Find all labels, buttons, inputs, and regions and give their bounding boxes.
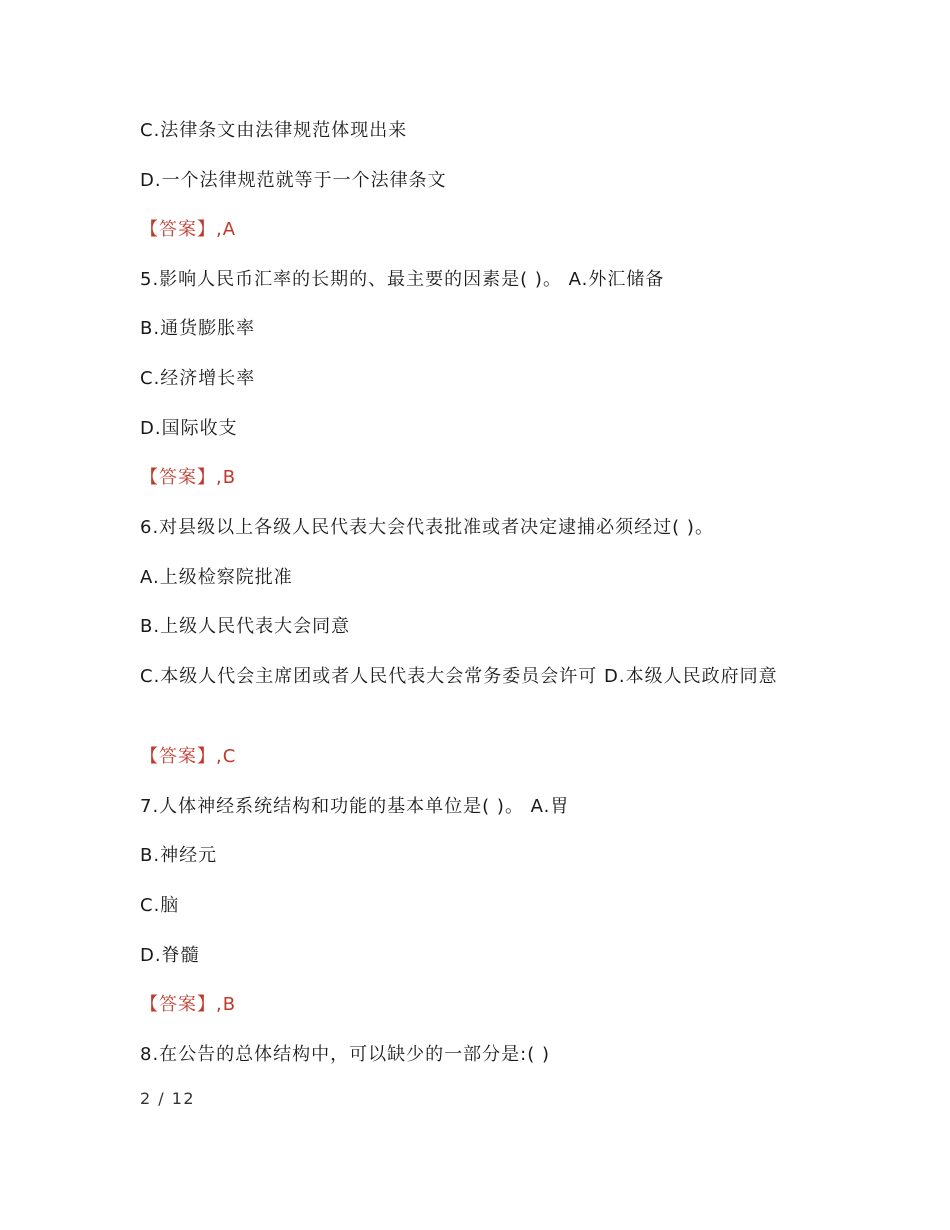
option-d-q7: D.脊髓	[140, 945, 200, 966]
option-a-q6: A.上级检察院批准	[140, 567, 293, 588]
option-b-q6: B.上级人民代表大会同意	[140, 616, 351, 637]
option-c-q4: C.法律条文由法律规范体现出来	[140, 120, 408, 141]
answer-q6: 【答案】,C	[140, 746, 237, 767]
answer-q7: 【答案】,B	[140, 994, 237, 1015]
option-c-d-q6: C.本级人代会主席团或者人民代表大会常务委员会许可 D.本级人民政府同意	[140, 666, 778, 687]
option-b-q7: B.神经元	[140, 845, 218, 866]
page-indicator: 2 / 12	[140, 1089, 196, 1108]
option-c-q5: C.经济增长率	[140, 368, 256, 389]
answer-q5: 【答案】,B	[140, 467, 237, 488]
option-d-q4: D.一个法律规范就等于一个法律条文	[140, 170, 447, 191]
question-7: 7.人体神经系统结构和功能的基本单位是( )。 A.胃	[140, 796, 570, 817]
answer-q4: 【答案】,A	[140, 219, 237, 240]
question-5: 5.影响人民币汇率的长期的、最主要的因素是( )。 A.外汇储备	[140, 269, 665, 290]
question-8: 8.在公告的总体结构中，可以缺少的一部分是:( )	[140, 1044, 551, 1065]
option-d-q5: D.国际收支	[140, 418, 238, 439]
option-b-q5: B.通货膨胀率	[140, 318, 256, 339]
option-c-q7: C.脑	[140, 895, 180, 916]
question-6: 6.对县级以上各级人民代表大会代表批准或者决定逮捕必须经过( )。	[140, 517, 714, 538]
